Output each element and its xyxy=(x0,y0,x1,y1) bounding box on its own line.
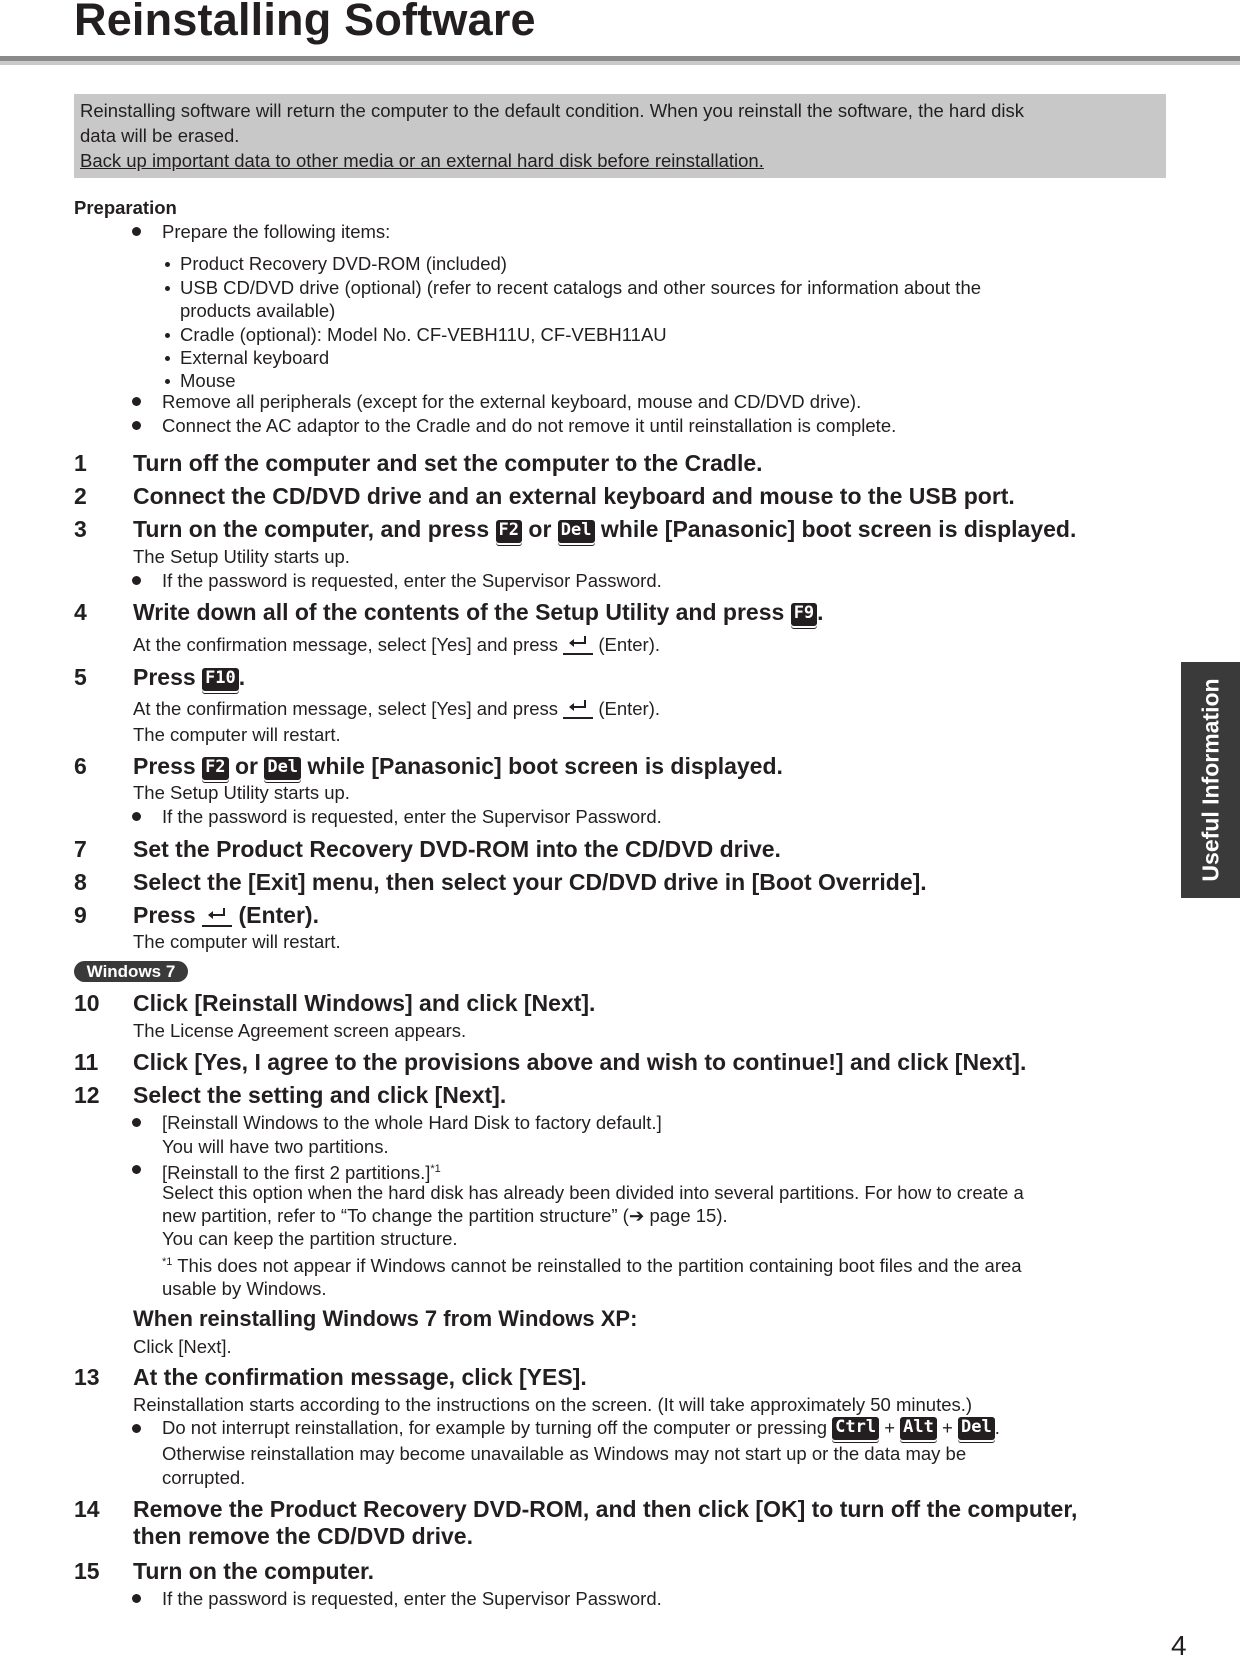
step-9-text: The computer will restart. xyxy=(133,931,341,952)
bullet-dot xyxy=(132,1118,141,1127)
step-13-bullet-line-3: corrupted. xyxy=(162,1467,246,1488)
bullet-dot xyxy=(132,1594,141,1603)
step-number: 12 xyxy=(74,1082,100,1108)
warning-line-1: Reinstalling software will return the computer to the default condition. When you reinstall the software, the hard disk xyxy=(80,100,1024,121)
prep-item: Product Recovery DVD-ROM (included) xyxy=(180,253,507,274)
enter-key-icon xyxy=(563,697,593,719)
del-key: Del xyxy=(558,520,595,543)
step-12-option-2-line-2: new partition, refer to “To change the partition structure” (➔ page 15). xyxy=(162,1205,728,1226)
side-tab xyxy=(1181,662,1240,898)
bullet-dot xyxy=(132,397,141,406)
step-3-heading xyxy=(133,516,1076,543)
step-11-heading: Click [Yes, I agree to the provisions above and wish to continue!] and click [Next]. xyxy=(133,1049,1027,1075)
bullet-dot xyxy=(132,576,141,585)
warning-line-2: data will be erased. xyxy=(80,125,240,146)
prep-item: USB CD/DVD drive (optional) (refer to recent catalogs and other sources for information about the xyxy=(180,277,982,298)
step-number: 10 xyxy=(74,990,100,1016)
step-number: 7 xyxy=(74,836,87,862)
step-number: 8 xyxy=(74,869,87,895)
side-tab-label: Useful Information xyxy=(1197,678,1223,882)
step-3-text: The Setup Utility starts up. xyxy=(133,546,350,567)
prep-item: Mouse xyxy=(180,370,236,391)
step-9-text-a: Press xyxy=(133,902,196,928)
step-12-heading: Select the setting and click [Next]. xyxy=(133,1082,507,1108)
step-5-text-2: The computer will restart. xyxy=(133,724,341,745)
or-text: or xyxy=(528,516,552,542)
step-13-bullet: Do not interrupt reinstallation, for example by turning off the computer or pressing Ctrl + Alt + Del . xyxy=(162,1417,1000,1438)
step-number: 14 xyxy=(74,1496,100,1522)
sub-bullet-dot xyxy=(165,356,170,361)
del-key: Del xyxy=(958,1417,995,1440)
step-13-bullet-line-2: Otherwise reinstallation may become unavailable as Windows may not start up or the data may be xyxy=(162,1443,967,1464)
step-9-enter: (Enter). xyxy=(238,902,319,928)
bullet-dot xyxy=(132,1424,141,1433)
plus-sign: + xyxy=(884,1417,896,1438)
bullet-dot xyxy=(132,227,141,236)
step-13-heading: At the confirmation message, click [YES]. xyxy=(133,1364,587,1390)
step-7-heading: Set the Product Recovery DVD-ROM into the CD/DVD drive. xyxy=(133,836,781,862)
footnote-line-1 xyxy=(162,1251,1022,1277)
step-4-heading xyxy=(133,599,824,626)
step-number: 1 xyxy=(74,450,87,476)
step-number: 9 xyxy=(74,902,87,928)
step-15-heading: Turn on the computer. xyxy=(133,1558,375,1584)
step-4-text xyxy=(133,633,660,656)
or-text: or xyxy=(234,753,258,779)
step-10-heading: Click [Reinstall Windows] and click [Next]. xyxy=(133,990,596,1016)
period: . xyxy=(238,664,246,690)
step-6-text: The Setup Utility starts up. xyxy=(133,782,350,803)
step-6-heading xyxy=(133,753,783,780)
windows-7-badge: Windows 7 xyxy=(74,961,188,982)
f9-key: F9 xyxy=(791,603,817,626)
footnote-marker: *1 xyxy=(430,1163,441,1175)
step-14-heading-line-1: Remove the Product Recovery DVD-ROM, and then click [OK] to turn off the computer, xyxy=(133,1496,1078,1522)
step-4-confirm: At the confirmation message, select [Yes] and press xyxy=(133,634,559,655)
enter-label: (Enter). xyxy=(598,698,661,719)
step-2-heading: Connect the CD/DVD drive and an external keyboard and mouse to the USB port. xyxy=(133,483,1015,509)
enter-key-icon xyxy=(563,633,593,655)
warning-box xyxy=(74,94,1166,178)
prep-bullet-3: Connect the AC adaptor to the Cradle and do not remove it until reinstallation is complete. xyxy=(162,415,897,436)
title-rule-shadow xyxy=(0,61,1240,65)
step-6-text-b: while [Panasonic] boot screen is displayed. xyxy=(307,753,783,779)
step-number: 15 xyxy=(74,1558,100,1584)
step-8-heading: Select the [Exit] menu, then select your CD/DVD drive in [Boot Override]. xyxy=(133,869,927,895)
sub-bullet-dot xyxy=(165,286,170,291)
footnote-marker: *1 xyxy=(162,1256,173,1268)
xp-text: Click [Next]. xyxy=(133,1336,232,1357)
prep-item: Cradle (optional): Model No. CF-VEBH11U, CF-VEBH11AU xyxy=(180,324,667,345)
step-number: 4 xyxy=(74,599,87,625)
enter-key-icon xyxy=(202,905,232,927)
xp-heading: When reinstalling Windows 7 from Windows XP: xyxy=(133,1306,638,1331)
step-number: 13 xyxy=(74,1364,100,1390)
bullet-dot xyxy=(132,1165,141,1174)
sub-bullet-dot xyxy=(165,333,170,338)
del-key: Del xyxy=(264,757,301,780)
step-number: 2 xyxy=(74,483,87,509)
prep-bullet-2: Remove all peripherals (except for the external keyboard, mouse and CD/DVD drive). xyxy=(162,391,862,412)
prep-item: External keyboard xyxy=(180,347,330,368)
plus-sign: + xyxy=(942,1417,953,1438)
step-4-text-a: Write down all of the contents of the Setup Utility and press xyxy=(133,599,785,625)
step-13-bullet-text: Do not interrupt reinstallation, for example by turning off the computer or pressing xyxy=(162,1417,827,1438)
step-5-text-a: Press xyxy=(133,664,196,690)
period: . xyxy=(817,599,824,625)
f2-key: F2 xyxy=(202,757,228,780)
step-12-option-2-label: [Reinstall to the first 2 partitions.] xyxy=(162,1162,431,1184)
step-12-option-2-line-3: You can keep the partition structure. xyxy=(162,1228,458,1249)
step-10-text: The License Agreement screen appears. xyxy=(133,1020,467,1041)
footnote-text: This does not appear if Windows cannot be reinstalled to the partition containing boot files and the area xyxy=(177,1255,1022,1277)
bullet-dot xyxy=(132,812,141,821)
sub-bullet-dot xyxy=(165,379,170,384)
step-1-heading: Turn off the computer and set the computer to the Cradle. xyxy=(133,450,763,476)
step-number: 6 xyxy=(74,753,87,779)
step-6-text-a: Press xyxy=(133,753,196,779)
prep-item-cont: products available) xyxy=(180,300,336,321)
step-5-heading xyxy=(133,664,245,691)
alt-key: Alt xyxy=(900,1417,937,1440)
step-3-text-a: Turn on the computer, and press xyxy=(133,516,490,542)
bullet-dot xyxy=(132,421,141,430)
step-12-option-1-text: You will have two partitions. xyxy=(162,1136,389,1157)
step-9-heading xyxy=(133,902,319,929)
step-3-bullet: If the password is requested, enter the Supervisor Password. xyxy=(162,570,662,591)
page-number: 4 xyxy=(1171,1630,1187,1661)
step-number: 3 xyxy=(74,516,87,542)
f2-key: F2 xyxy=(496,520,522,543)
page-title: Reinstalling Software xyxy=(74,0,536,45)
f10-key: F10 xyxy=(202,668,239,691)
step-13-text: Reinstallation starts according to the instructions on the screen. (It will take approximately 50 minutes.) xyxy=(133,1394,973,1415)
step-number: 11 xyxy=(74,1049,99,1075)
ctrl-key: Ctrl xyxy=(832,1417,879,1440)
enter-label: (Enter). xyxy=(598,634,661,655)
step-5-text-1 xyxy=(133,697,660,720)
step-6-bullet: If the password is requested, enter the Supervisor Password. xyxy=(162,806,662,827)
step-15-bullet: If the password is requested, enter the Supervisor Password. xyxy=(162,1588,662,1609)
step-14-heading-line-2: then remove the CD/DVD drive. xyxy=(133,1523,473,1549)
step-number: 5 xyxy=(74,664,87,690)
step-12-option-2-line-1: Select this option when the hard disk has already been divided into several partitions. For how to create a xyxy=(162,1182,1024,1203)
step-3-text-b: while [Panasonic] boot screen is displayed. xyxy=(600,516,1077,542)
step-12-option-1: [Reinstall Windows to the whole Hard Disk to factory default.] xyxy=(162,1112,662,1133)
preparation-heading: Preparation xyxy=(74,197,177,218)
step-5-confirm: At the confirmation message, select [Yes] and press xyxy=(133,698,559,719)
sub-bullet-dot xyxy=(165,262,170,267)
footnote-line-2: usable by Windows. xyxy=(162,1278,327,1299)
warning-line-3: Back up important data to other media or an external hard disk before reinstallation. xyxy=(80,150,764,171)
prep-bullet-1: Prepare the following items: xyxy=(162,221,391,242)
